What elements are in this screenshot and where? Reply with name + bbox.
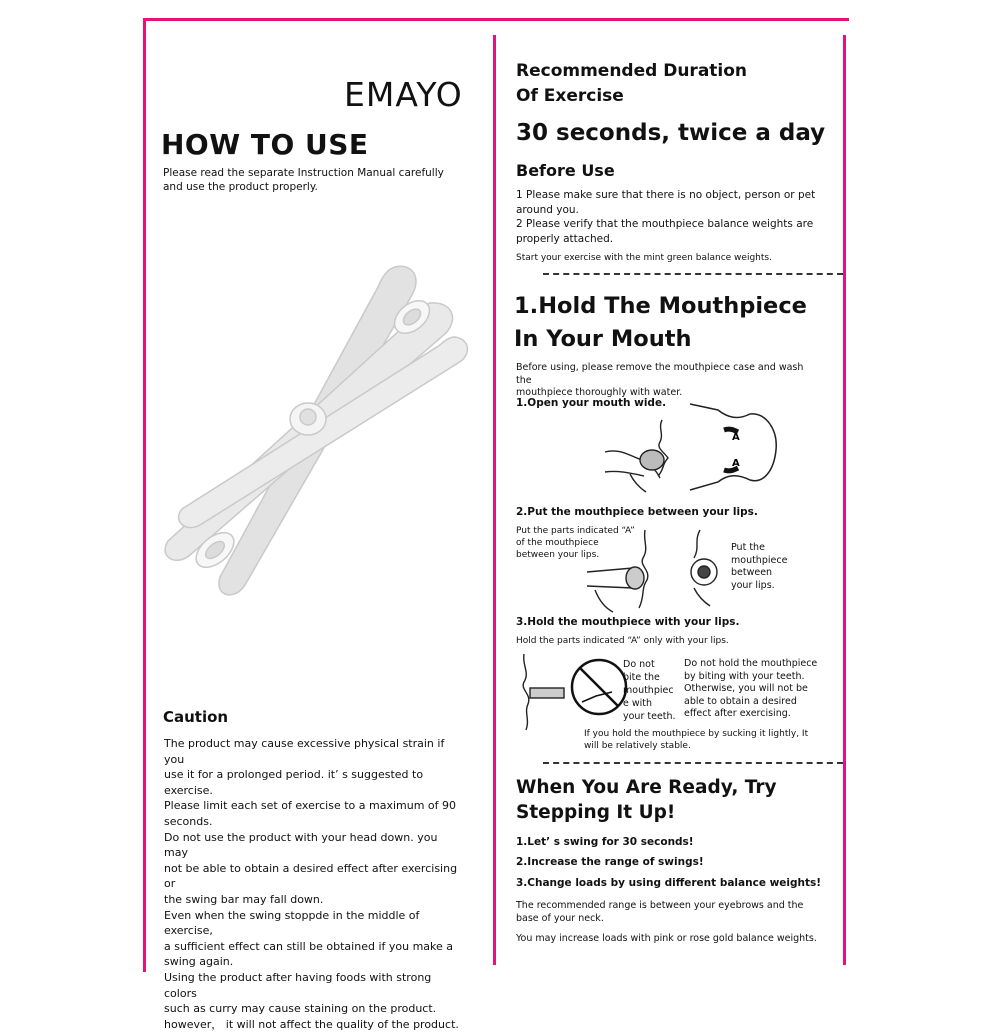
text-line: Otherwise, you will not be	[684, 683, 808, 694]
heading-line: 1.Hold The Mouthpiece	[514, 293, 807, 319]
mouthpiece-closeup-illustration	[688, 400, 783, 495]
text-line: If you hold the mouthpiece by sucking it lightly, It	[584, 729, 809, 739]
caution-line: Please limit each set of exercise to a maximum of 90	[164, 799, 457, 813]
label-a-bottom: A	[732, 458, 740, 469]
start-note: Start your exercise with the mint green balance weights.	[516, 253, 772, 263]
caution-line: the swing bar may fall down.	[164, 892, 324, 906]
caution-line: not be able to obtain a desired effect after exercising or	[164, 861, 458, 891]
text-line: mouthpiece	[731, 554, 788, 566]
text-line: The recommended range is between your eyebrows and the	[516, 900, 804, 911]
text-line: your teeth.	[623, 711, 676, 722]
heading-line: Of Exercise	[516, 86, 624, 106]
loads-note: You may increase loads with pink or rose gold balance weights.	[516, 933, 817, 944]
text-line: by biting with your teeth.	[684, 670, 805, 682]
intro-line: Before using, please remove the mouthpiece case and wash the	[516, 362, 804, 386]
caution-line: The product may cause excessive physical strain if you	[164, 737, 445, 766]
page-title: HOW TO USE	[161, 128, 369, 161]
before-use-line: around you.	[516, 203, 579, 216]
caution-heading: Caution	[163, 708, 229, 726]
heading-line: In Your Mouth	[514, 326, 692, 352]
caution-line: use it for a prolonged period. it’ s suggested to exercise.	[164, 768, 424, 797]
caution-line: a sufficient effect can still be obtained if you make a	[164, 939, 454, 953]
open-mouth-illustration	[600, 412, 700, 502]
text-line: your lips.	[731, 579, 775, 591]
heading-line: When You Are Ready, Try	[516, 777, 777, 798]
caution-line: Using the product after having foods with strong colors	[164, 970, 432, 1000]
ready-step-2: 2.Increase the range of swings!	[516, 856, 704, 868]
divider	[543, 273, 843, 275]
hold-lips-illustration	[516, 652, 566, 732]
hold-intro	[516, 362, 816, 400]
before-use-line: 1 Please make sure that there is no object, person or pet	[516, 189, 816, 201]
hold-heading	[514, 290, 834, 356]
text-line: effect after exercising.	[684, 708, 791, 719]
step-2-label: 2.Put the mouthpiece between your lips.	[516, 506, 758, 518]
text-line: between	[731, 567, 773, 578]
text-line: mouthpiec	[623, 685, 674, 696]
text-line: Do not hold the mouthpiece	[684, 658, 818, 669]
text-line: Put the	[731, 542, 765, 553]
swing-bar-illustration	[150, 255, 480, 605]
text-line: between your lips.	[516, 550, 600, 560]
ready-step-1: 1.Let’ s swing for 30 seconds!	[516, 836, 694, 848]
range-note	[516, 899, 803, 925]
ready-step-3: 3.Change loads by using different balance weights!	[516, 877, 822, 889]
heading-line: Stepping It Up!	[516, 802, 676, 823]
before-use-heading: Before Use	[516, 161, 615, 180]
caution-line: Do not use the product with your head down. you may	[164, 830, 438, 860]
intro-line: mouthpiece thoroughly with water.	[516, 387, 683, 398]
label-a-top: A	[732, 432, 740, 443]
before-use-line: 2 Please verify that the mouthpiece balance weights are	[516, 218, 814, 230]
text-line: base of your neck.	[516, 913, 604, 924]
sucking-note	[584, 728, 808, 752]
intro-text: Please read the separate Instruction Manual carefully and use the product properly.	[163, 167, 444, 193]
caution-text	[164, 736, 464, 1032]
text-line: Put the parts indicated “A”	[516, 526, 635, 536]
do-not-bite-text	[623, 658, 676, 723]
caution-line: such as curry may cause staining on the product.	[164, 1002, 437, 1016]
no-biting-icon	[568, 652, 630, 722]
do-not-hold-text	[684, 658, 817, 721]
frame-left-line	[143, 18, 146, 972]
text-line: Do not	[623, 659, 655, 670]
step-2-right-text	[731, 542, 787, 592]
step-1-label: 1.Open your mouth wide.	[516, 397, 667, 409]
frame-middle-line	[493, 35, 496, 965]
frame-right-line	[843, 35, 846, 965]
caution-line: swing again.	[164, 955, 234, 969]
text-line: will be relatively stable.	[584, 741, 691, 751]
text-line: able to obtain a desired	[684, 695, 797, 707]
divider	[543, 762, 843, 764]
text-line: bite the	[623, 672, 660, 683]
brand-logo: EMAYO	[344, 75, 463, 114]
caution-line: seconds.	[164, 814, 213, 828]
before-use-text	[516, 188, 826, 246]
text-line: of the mouthpiece	[516, 538, 599, 548]
caution-line: however， it will not affect the quality of the product.	[164, 1017, 459, 1031]
before-use-line: properly attached.	[516, 232, 614, 245]
duration-text: 30 seconds, twice a day	[516, 120, 826, 146]
frame-top-line	[143, 18, 849, 21]
heading-line: Recommended Duration	[516, 61, 748, 81]
recommended-duration-heading	[516, 59, 816, 109]
ready-heading	[516, 775, 816, 825]
step-3-label: 3.Hold the mouthpiece with your lips.	[516, 616, 740, 628]
caution-line: Even when the swing stoppde in the middle of exercise,	[164, 908, 420, 938]
lips-front-illustration	[680, 528, 730, 608]
lips-profile-illustration	[585, 528, 670, 613]
step-3-note: Hold the parts indicated “A” only with your lips.	[516, 636, 729, 646]
text-line: e with	[623, 698, 653, 709]
